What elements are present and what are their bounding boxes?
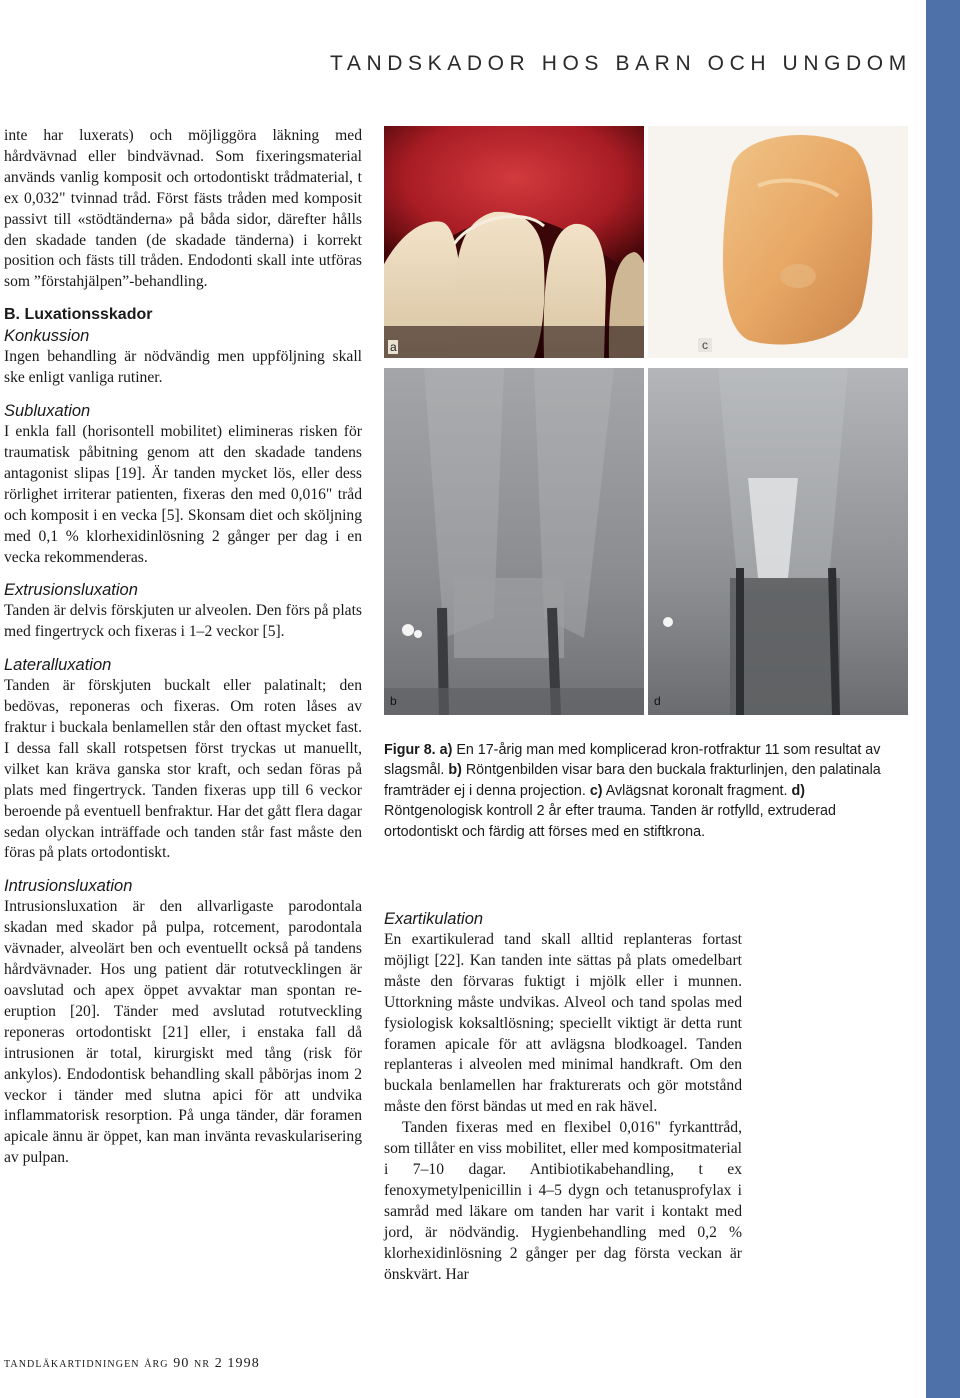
exartikulation-heading: Exartikulation <box>384 910 484 928</box>
intro-paragraph: inte har luxerats) och möjliggöra läkning med hårdvävnad eller bindvävnad. Som fixeringsmaterial används vanlig komposit och ortodontiskt trådmaterial, t ex 0,032" tvinnad tråd. Först fästs tråden med komposit passivt till «stödtänderna» på båda sidor, därefter hålls den skadade tanden (de skadade tänderna) i korrekt position och fästs till tråden. Endodonti skall inte utföras som ”förstahjälpen”-behandling. <box>4 127 362 291</box>
subluxation-paragraph: I enkla fall (horisontell mobilitet) elimineras risken för traumatisk påbitning genom att den skadade tandens antagonist slipas [19]. Är tanden mycket lös, eller dess rörlighet irriterar patienten, fixeras den med 0,016" tråd och komposit i en vecka [5]. Skonsam diet och sköljning med 0,1 % klorhexidinlösning 2 gånger per dag i en vecka rekommenderas. <box>4 423 362 566</box>
caption-a-label: a) <box>439 742 453 758</box>
caption-c-label: c) <box>589 782 603 799</box>
extrusion-paragraph: Tanden är delvis förskjuten ur alveolen. Den förs på plats med fingertryck och fixeras i 1–2 veckor [5]. <box>4 602 362 641</box>
running-header: TANDSKADOR HOS BARN OCH UNGDOM <box>330 52 912 75</box>
exartikulation-paragraph: En exartikulerad tand skall alltid replanteras fortast möjligt [22]. Kan tanden inte sättas på plats omedelbart måste den förvaras fuktigt i mjölk eller i munnen. Uttorkning måste undvikas. Alveol och tand spolas med fysiologisk koksaltlösning; speciellt viktigt är detta runt foramen apicale för att avlägsna blodkoagel. Tanden replanteras i alveolen med minimal handkraft. Om den buckala benlamellen har frakturerats och gör motstånd måste den först bändas ut med en rak hävel. <box>384 931 742 1116</box>
right-column <box>384 908 742 1285</box>
subluxation-heading: Subluxation <box>4 402 91 421</box>
figure-photo-a <box>384 126 644 358</box>
caption-label: Figur 8. <box>384 742 436 758</box>
section-b-heading: B. Luxationsskador <box>4 306 153 324</box>
radiograph-d <box>648 368 908 715</box>
konkussion-heading: Konkussion <box>4 327 90 346</box>
figure-caption <box>384 740 884 842</box>
intraoral-photo <box>384 126 644 358</box>
caption-b-label: b) <box>448 762 462 779</box>
intrusion-paragraph: Intrusionsluxation är den allvarligaste parodontala skadan med skador på pulpa, rotcement, parodontala vävnader, alveolärt ben och eventuellt också på tandens hårdvävnader. Hos ung patient där rotutvecklingen är oavslutad och apex öppet avvaktar man spontan re-eruption [20]. Tänder med avslutad rotutveckling reponeras ortodontiskt [21] eller, i enstaka fall då intrusionen är total, kirurgiskt med tång (risk för ankylos). Endodontisk behandling skall påbörjas inom 2 veckor i tänder med slutna apici för att undvika inflammatorisk resorption. På unga tänder, där foramen apicale ännu är öppet, kan man invänta revaskularisering av pulpan. <box>4 898 362 1167</box>
left-column <box>4 126 362 1169</box>
figure-letter-a: a <box>390 340 397 354</box>
caption-c-text: Avlägsnat koronalt fragment. <box>602 782 788 799</box>
journal-footer: tandläkartidningen årg 90 nr 2 1998 <box>4 1356 260 1371</box>
radiograph-b <box>384 368 644 715</box>
lateral-paragraph: Tanden är förskjuten buckalt eller palatinalt; den bedövas, reponeras och fixeras. Om roten låses av fraktur i buckala benlamellen står den oftast mycket fast. I dessa fall skall rotspetsen först tryckas ut manuellt, vilket kan kräva ganska stor kraft, och sedan föras på plats med fingertryck. Tanden fixeras upp till 6 veckor beroende på eventuell benfraktur. Har det gått flera dagar sedan olyckan inträffade och tanden står fast måste den föras på plats ortodontiskt. <box>4 677 362 862</box>
caption-b-text: Röntgenbilden visar bara den buckala frakturlinjen, den palatinala framträder ej i denna projection. <box>384 762 881 799</box>
caption-a-text: En 17-årig man med komplicerad kron-rotfraktur 11 som resultat av slagsmål. <box>384 742 881 779</box>
intrusion-heading: Intrusionsluxation <box>4 877 133 896</box>
accent-strip <box>926 0 960 1398</box>
caption-d-label: d) <box>791 782 805 799</box>
figure-xray-d <box>648 368 908 715</box>
figure-photo-c <box>648 126 908 358</box>
figure-letter-b: b <box>390 694 397 708</box>
figure-letter-d: d <box>654 694 661 708</box>
fragment-photo <box>648 126 908 358</box>
extrusion-heading: Extrusionsluxation <box>4 581 138 600</box>
konkussion-paragraph: Ingen behandling är nödvändig men uppföljning skall ske enligt vanliga rutiner. <box>4 348 362 387</box>
caption-d-text: Röntgenologisk kontroll 2 år efter trauma. Tanden är rotfylld, extruderad ortodontiskt och färdig att förses med en stiftkrona. <box>384 803 836 840</box>
figure-letter-c: c <box>702 338 708 352</box>
fixation-paragraph: Tanden fixeras med en flexibel 0,016" fyrkanttråd, som tillåter en viss mobilitet, eller med kompositmaterial i 7–10 dagar. Antibiotikabehandling, t ex fenoxymetylpenicillin i 4–5 dygn och tetanusprofylax i samråd med läkare om tanden har varit i kontakt med jord, är nödvändig. Hygienbehandling med 0,2 % klorhexidinlösning 2 gånger per dag första veckan är önskvärt. Har <box>384 1119 742 1283</box>
figure-xray-b <box>384 368 644 715</box>
lateral-heading: Lateralluxation <box>4 656 112 675</box>
